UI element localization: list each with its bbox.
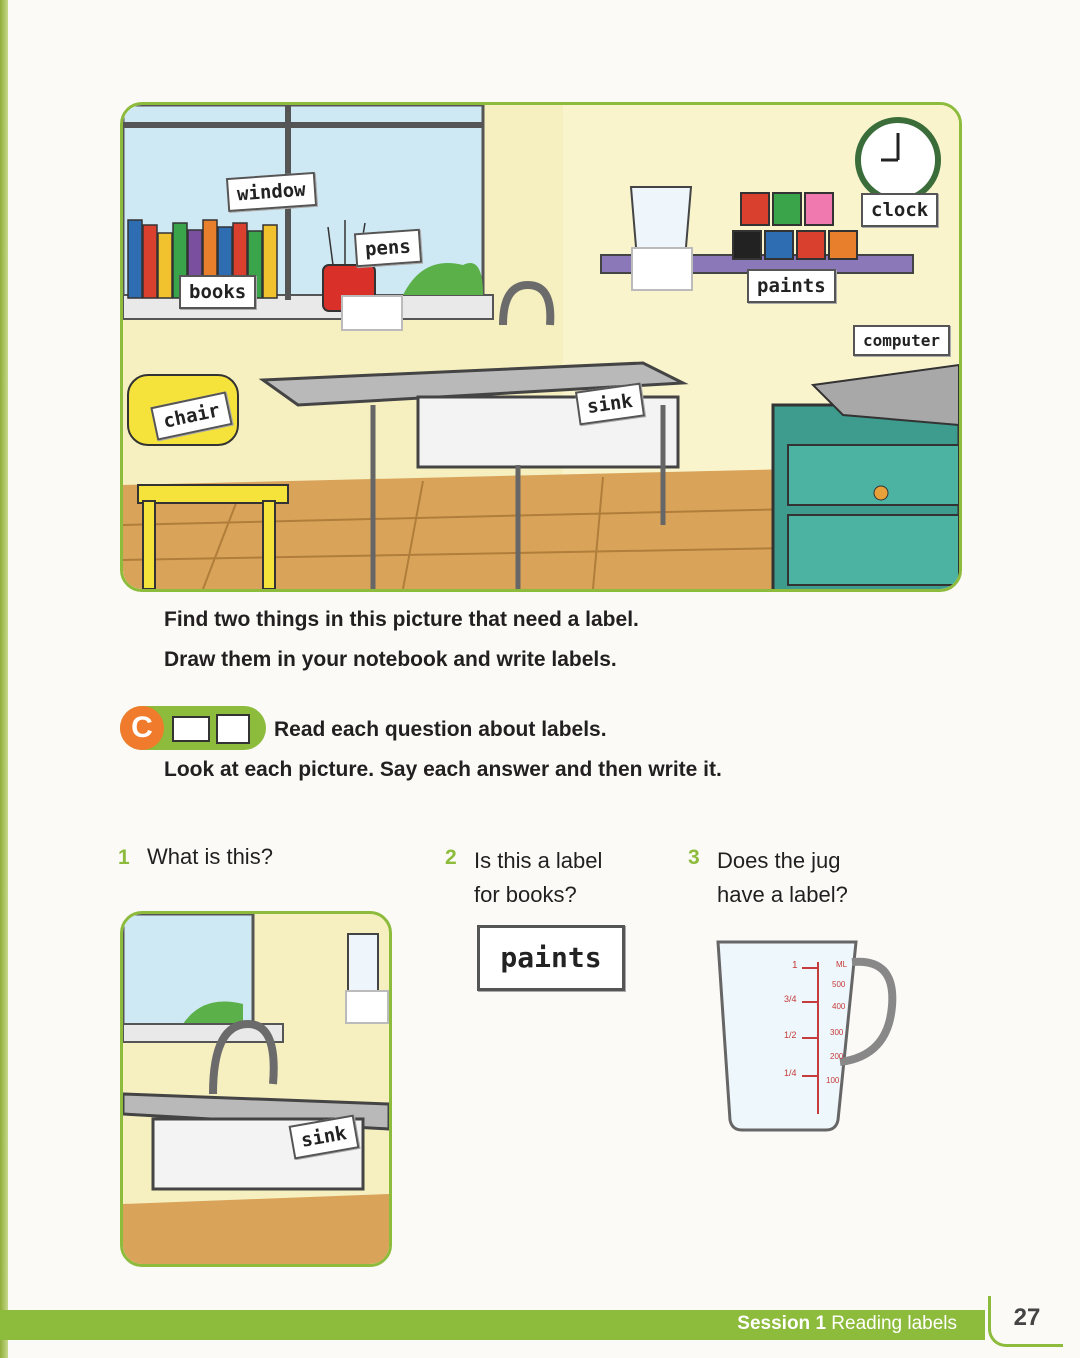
footer-session: Session 1	[737, 1313, 827, 1334]
footer-bar	[0, 1310, 985, 1340]
scene-label-clock: clock	[861, 193, 938, 227]
blank-label-pot	[341, 295, 403, 331]
jug-ml-300: 300	[830, 1028, 844, 1037]
scene-label-sink: sink	[575, 383, 645, 426]
sink-drawing	[123, 914, 389, 1264]
scene-label-chair: chair	[150, 391, 233, 440]
blank-label-jug	[631, 247, 693, 291]
instruction-line-1: Find two things in this picture that need a label.	[164, 608, 639, 631]
jug-drawing	[714, 938, 900, 1134]
scene-label-pens: pens	[354, 229, 422, 268]
jug-fraction-1-4: 1/4	[784, 1068, 797, 1078]
book-icon	[172, 716, 210, 742]
question-3-line-1: Does the jug	[717, 848, 841, 873]
jug-ml-500: 500	[832, 980, 846, 989]
question-2-line-2: for books?	[474, 882, 577, 907]
q1-blank-label	[345, 990, 389, 1024]
notepad-icon	[216, 714, 250, 744]
question-3-line-2: have a label?	[717, 882, 848, 907]
jug-fraction-1: 1	[792, 960, 798, 971]
scene-label-computer: computer	[853, 325, 950, 356]
footer-title: Reading labels	[831, 1313, 957, 1334]
scene-label-paints: paints	[747, 269, 836, 303]
measuring-jug	[714, 938, 900, 1134]
activity-line-2: Look at each picture. Say each answer and then write it.	[164, 758, 722, 781]
page-spine	[0, 0, 8, 1358]
question-3-number: 3	[688, 846, 700, 869]
jug-ml-200: 200	[830, 1052, 844, 1061]
question-2-text	[474, 844, 602, 912]
question-3-text	[717, 844, 848, 912]
page-number: 27	[988, 1296, 1063, 1347]
question-2-number: 2	[445, 846, 457, 869]
activity-line-1: Read each question about labels.	[274, 718, 607, 741]
jug-unit: ML	[836, 960, 848, 969]
jug-ml-100: 100	[826, 1076, 840, 1085]
question-1-text	[147, 840, 273, 874]
question-1-number: 1	[118, 846, 130, 869]
classroom-illustration	[120, 102, 962, 592]
question-1-line-1: What is this?	[147, 844, 273, 869]
sink-illustration	[120, 911, 392, 1267]
question-2-line-1: Is this a label	[474, 848, 603, 873]
activity-badge: C	[120, 706, 164, 750]
instruction-line-2: Draw them in your notebook and write labels.	[164, 648, 617, 671]
jug-fraction-3-4: 3/4	[784, 994, 797, 1004]
jug-fraction-1-2: 1/2	[784, 1030, 797, 1040]
q2-label-paints: paints	[477, 925, 625, 991]
scene-label-books: books	[179, 275, 256, 309]
jug-ml-400: 400	[832, 1002, 846, 1011]
q1-label-sink: sink	[289, 1115, 360, 1160]
scene-label-window: window	[226, 172, 317, 212]
footer-text	[737, 1313, 957, 1335]
